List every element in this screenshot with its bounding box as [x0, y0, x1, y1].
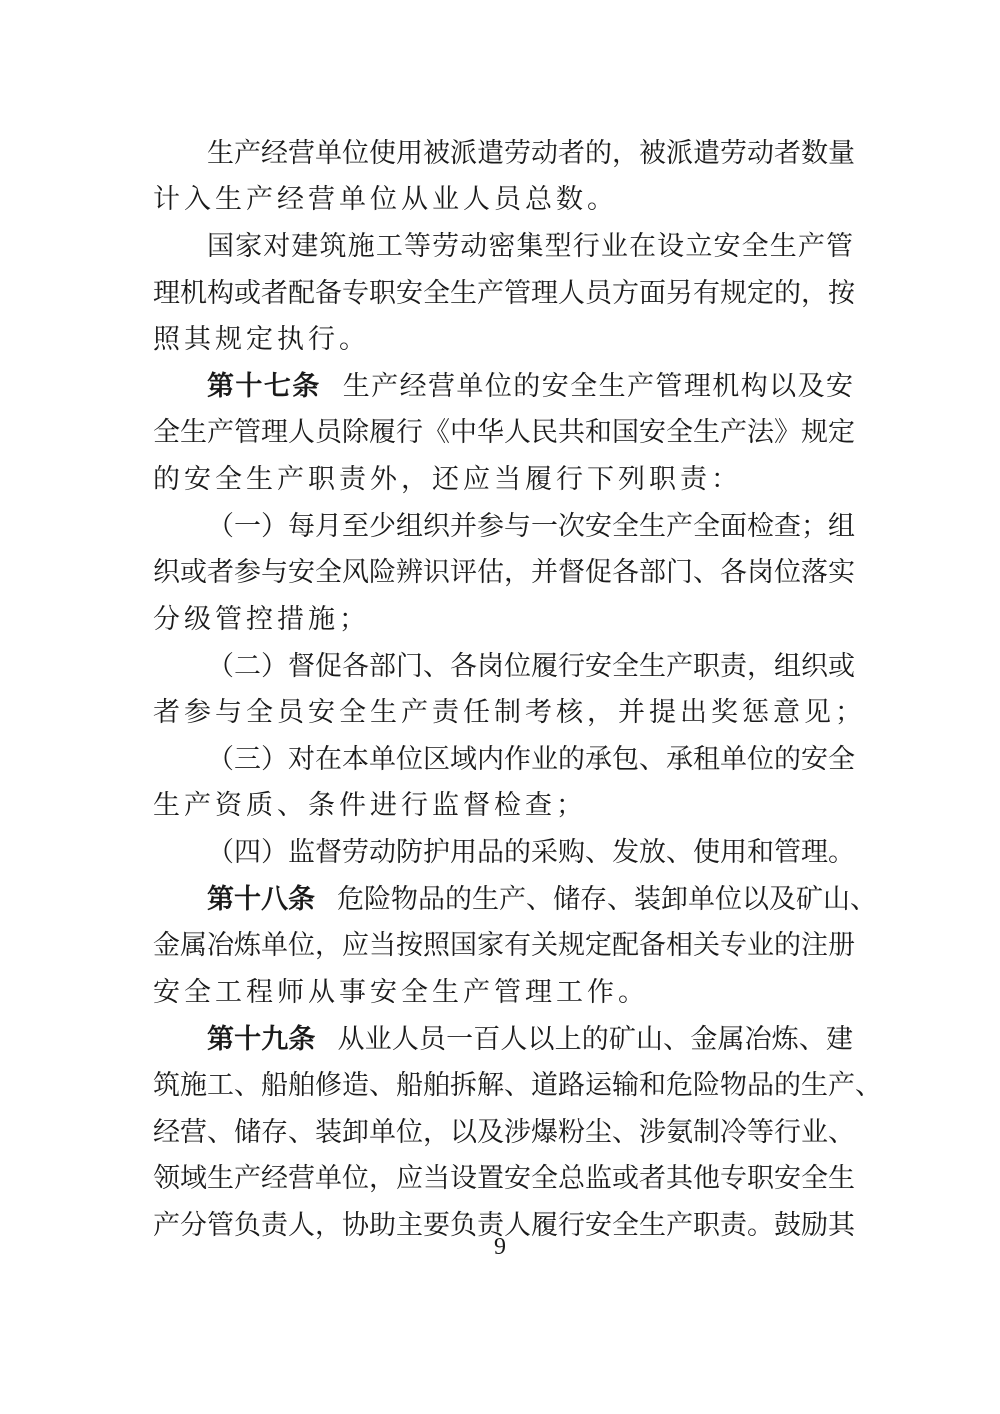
article-19-heading: 第十九条	[207, 1024, 316, 1055]
text-line: （四）监督劳动防护用品的采购、发放、使用和管理。	[207, 837, 855, 868]
article-17-first-line	[207, 367, 853, 407]
text-line: （三）对在本单位区域内作业的承包、承租单位的安全	[207, 744, 855, 775]
article-18-heading: 第十八条	[207, 884, 315, 915]
text-line: 领域生产经营单位，应当设置安全总监或者其他专职安全生	[153, 1163, 855, 1194]
text-line: 生产经营单位的安全生产管理机构以及安	[342, 371, 854, 402]
text-line: 产分管负责人，协助主要负责人履行安全生产职责。鼓励其	[153, 1210, 855, 1241]
text-line: 分级管控措施；	[153, 604, 370, 635]
text-line: 金属冶炼单位，应当按照国家有关规定配备相关专业的注册	[153, 930, 855, 961]
text-line: 者参与全员安全生产责任制考核，并提出奖惩意见；	[153, 697, 866, 728]
text-line: 经营、储存、装卸单位，以及涉爆粉尘、涉氨制冷等行业、	[153, 1117, 855, 1148]
text-line: 的安全生产职责外，还应当履行下列职责：	[153, 464, 742, 495]
text-line: 筑施工、船舶修造、船舶拆解、道路运输和危险物品的生产、	[153, 1070, 882, 1101]
page-number: 9	[494, 1234, 506, 1260]
text-line: 全生产管理人员除履行《中华人民共和国安全生产法》规定	[153, 417, 855, 448]
text-line: 计入生产经营单位从业人员总数。	[153, 184, 618, 215]
text-line: （一）每月至少组织并参与一次安全生产全面检查；组	[207, 511, 855, 542]
article-19-first-line	[207, 1020, 853, 1060]
text-line: 生产资质、条件进行监督检查；	[153, 790, 587, 821]
text-line: 国家对建筑施工等劳动密集型行业在设立安全生产管	[207, 231, 853, 262]
text-line: 安全工程师从事安全生产管理工作。	[153, 977, 649, 1008]
text-line: 生产经营单位使用被派遣劳动者的，被派遣劳动者数量	[207, 138, 855, 169]
text-line: 危险物品的生产、储存、装卸单位以及矿山、	[337, 884, 877, 915]
article-18-first-line	[207, 880, 877, 920]
text-line: 照其规定执行。	[153, 324, 370, 355]
article-17-heading: 第十七条	[207, 371, 321, 402]
text-line: （二）督促各部门、各岗位履行安全生产职责，组织或	[207, 651, 855, 682]
text-line: 从业人员一百人以上的矿山、金属冶炼、建	[337, 1024, 854, 1055]
text-line: 织或者参与安全风险辨识评估，并督促各部门、各岗位落实	[153, 557, 855, 588]
text-line: 理机构或者配备专职安全生产管理人员方面另有规定的，按	[153, 278, 855, 309]
